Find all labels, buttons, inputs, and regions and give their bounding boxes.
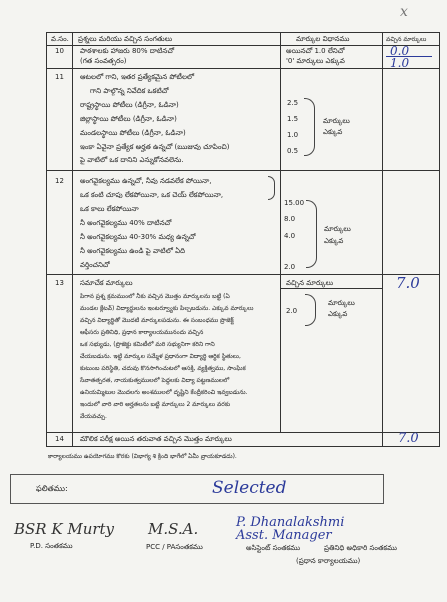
row-12-number: 12	[55, 177, 64, 185]
row-13-brace	[305, 294, 316, 326]
row-14-marks-handwritten: 7.0	[398, 431, 419, 446]
row-13-line: చేయబడును. ఇట్టి మార్కుల సమ్మేళ ప్రధానంగా విద్యార్థి ఆర్థిక స్థితులు,	[80, 353, 241, 360]
office-caption: (ప్రధాన కార్యాలయము)	[296, 557, 361, 565]
row-13-line: వేయవచ్చు.	[80, 413, 107, 420]
row-12-line: నీ అంగవైకల్యము 40-30% మధ్య ఉన్నచో	[80, 233, 196, 241]
row-12-value: 2.0	[284, 263, 296, 271]
row-12-brace	[306, 200, 317, 268]
header-question: ప్రశ్నలు మరియు వచ్చిన సంగతులు	[78, 35, 173, 43]
row-13-line: ఉనియమ్మిటుల మొదలగు అంశములలో దృష్టిని కేంద్రీకరించి ఇవ్వబడును.	[80, 389, 248, 396]
header-sno: వ.సం.	[51, 35, 69, 43]
row-11-line: రాష్ట్రస్థాయి పోటీలు (డిగ్రీనా, ఓడినా)	[80, 101, 179, 109]
signature-caption-pcc: PCC / PAసంతకము	[146, 543, 203, 551]
row-13-marks-handwritten: 7.0	[396, 274, 420, 292]
row-11-line: పై వాటిలో ఒక దానిని ఎన్నుకోనవలెను.	[80, 156, 184, 164]
row-13-line: ఆఫీసరు ప్రతినిధి, ప్రధాన కార్యాలయమునందు వచ్చిన	[80, 329, 204, 336]
row-12-inner-brace	[268, 176, 275, 200]
corner-mark: x	[400, 4, 408, 20]
row-10-scheme: అయినచో 1.0 లేనిచో	[286, 47, 345, 55]
row-11-line: మండలస్థాయి పోటీలు (డిగ్రీనా, ఓడినా)	[80, 129, 186, 137]
row-11-value: 1.5	[287, 115, 299, 123]
row-11-scheme-label: మార్కులు	[323, 117, 350, 125]
row-12-line: వర్తించనిచో	[80, 261, 110, 269]
row-12-value: 8.0	[284, 215, 296, 223]
row-13-scheme-head: వచ్చిన మార్కులు	[286, 279, 334, 287]
row-13-number: 13	[55, 279, 64, 287]
row-11-value: 0.5	[287, 147, 299, 155]
row-13-scheme-label: మార్కులు	[328, 299, 355, 307]
row-10-number: 10	[55, 47, 64, 55]
signature-pcc: M.S.A.	[148, 520, 199, 538]
signature-pd: BSR K Murty	[14, 520, 115, 538]
row-10-scheme: '0' మార్కులు ఎక్కువ	[286, 57, 345, 65]
row-13-line: వచ్చిన విద్యార్థితో మొదటి మార్కులపడును. ఈ సంబంధము ప్రొజెక్ట్	[80, 317, 234, 324]
row-13-line: మండల క్లేటవ్) విద్యార్థులను ఇంటర్వ్యూకు పిల్చబడును. ఎక్కువ మార్కులు	[80, 305, 254, 312]
signature-caption-assistant: అసిస్టెంట్ సంతకము	[246, 544, 300, 552]
row-11-value: 1.0	[287, 131, 299, 139]
signature-caption-representative: ప్రతినిధి అధికారి సంతకము	[324, 544, 397, 552]
row-10-strike	[386, 56, 432, 57]
signature-assistant: P. Dhanalakshmi Asst. Manager	[236, 515, 345, 543]
row-12-line: అంగవైకల్యము ఉన్నచో, నీవు నడవలేక పోయినా,	[80, 177, 212, 185]
row-14-line: మౌలిక పరీక్ష అయిన తరువాత వచ్చిన మొత్తం మార్కులు	[80, 435, 232, 443]
row-11-line: గాని పాల్గొన్న నివేదిక ఒకటిచో	[90, 87, 169, 95]
row-13-line: కుటుంబ పరిస్థితి, చదువు కొనసాగించుటలో ఆసక్తి, వ్యక్తిత్వము, సాంఘిక	[80, 365, 246, 372]
row-11-line: జిల్లాస్థాయి పోటీలు (డిగ్రీనా, ఓడినా)	[80, 115, 177, 123]
row-12-line: ఒక కాలు లేకపోయినా	[80, 205, 139, 213]
header-marks-scheme: మార్కుల విధానము	[296, 35, 350, 43]
row-12-value: 15.00	[284, 199, 305, 207]
row-12-value: 4.0	[284, 232, 296, 240]
row-10-line: పాఠశాలకు హాజరు 80% దాటినచో	[80, 47, 175, 55]
row-10-line: (గత సంవత్సరం)	[80, 57, 127, 65]
row-11-brace	[304, 98, 315, 156]
row-12-line: నీ అంగవైకల్యము ఉండి పై వాటిలో ఏది	[80, 247, 186, 255]
row-10-marks-handwritten: 1.0	[390, 56, 410, 70]
header-marks-got: వచ్చిన మార్కులు	[386, 36, 427, 43]
row-12-line: ఒక కంటి చూపు లేకపోయినా, ఒక చెయ్ లేకపోయినా,	[80, 191, 224, 199]
row-14-number: 14	[55, 435, 64, 443]
row-12-scheme-label: ఎక్కువ	[324, 237, 344, 245]
row-13-value: 2.0	[286, 307, 298, 315]
row-11-line: ఇంకా ఏవైనా ప్రత్యేక అర్హత ఉన్నచో (ఋజువు చూపించి)	[80, 143, 230, 151]
row-11-scheme-label: ఎక్కువ	[323, 128, 343, 136]
row-13-scheme-label: ఎక్కువ	[328, 310, 348, 318]
row-12-scheme-label: మార్కులు	[324, 225, 351, 233]
row-13-line: ఒక సభ్యుడు, (ప్రొజెక్టు కమిటీలో మరి సభ్యునిగా కరిని గాని	[80, 341, 215, 348]
office-note: కార్యాలయము ఉపయోగము కొరకు (విభాగ్య శి క్రింది భాగేలో ఏమీ వ్రాయకూడదు).	[48, 453, 237, 460]
result-label: ఫలితము:	[36, 484, 68, 493]
row-13-line: పిగాన ప్రశ్న క్రమముంలో నీకు వచ్చిన మొత్తం మార్కులను బట్టి (ఏ	[80, 293, 230, 300]
row-10-marks-handwritten: 0.0	[390, 44, 410, 58]
row-13-title: సమాచేక మార్కులు	[80, 279, 133, 287]
signature-caption-pd: P.D. సంతకము	[30, 542, 73, 550]
row-12-line: నీ అంగవైకల్యము 40% దాటినచో	[80, 219, 172, 227]
row-11-number: 11	[55, 73, 64, 81]
row-11-value: 2.5	[287, 99, 299, 107]
row-13-line: ఇందులో వారి వారి అర్హతలను బట్టి మార్కులు 2 మార్కులు వరకు	[80, 401, 231, 408]
result-handwritten-value: Selected	[212, 478, 287, 498]
row-11-line: ఆటలలో గాని, ఇతర ప్రత్యేకమైన పోటీలలో	[80, 73, 195, 81]
row-13-line: సేవాతత్పరత, నాయకుత్వములలో పెద్దలకు విద్యా పట్టణములలో	[80, 377, 230, 384]
